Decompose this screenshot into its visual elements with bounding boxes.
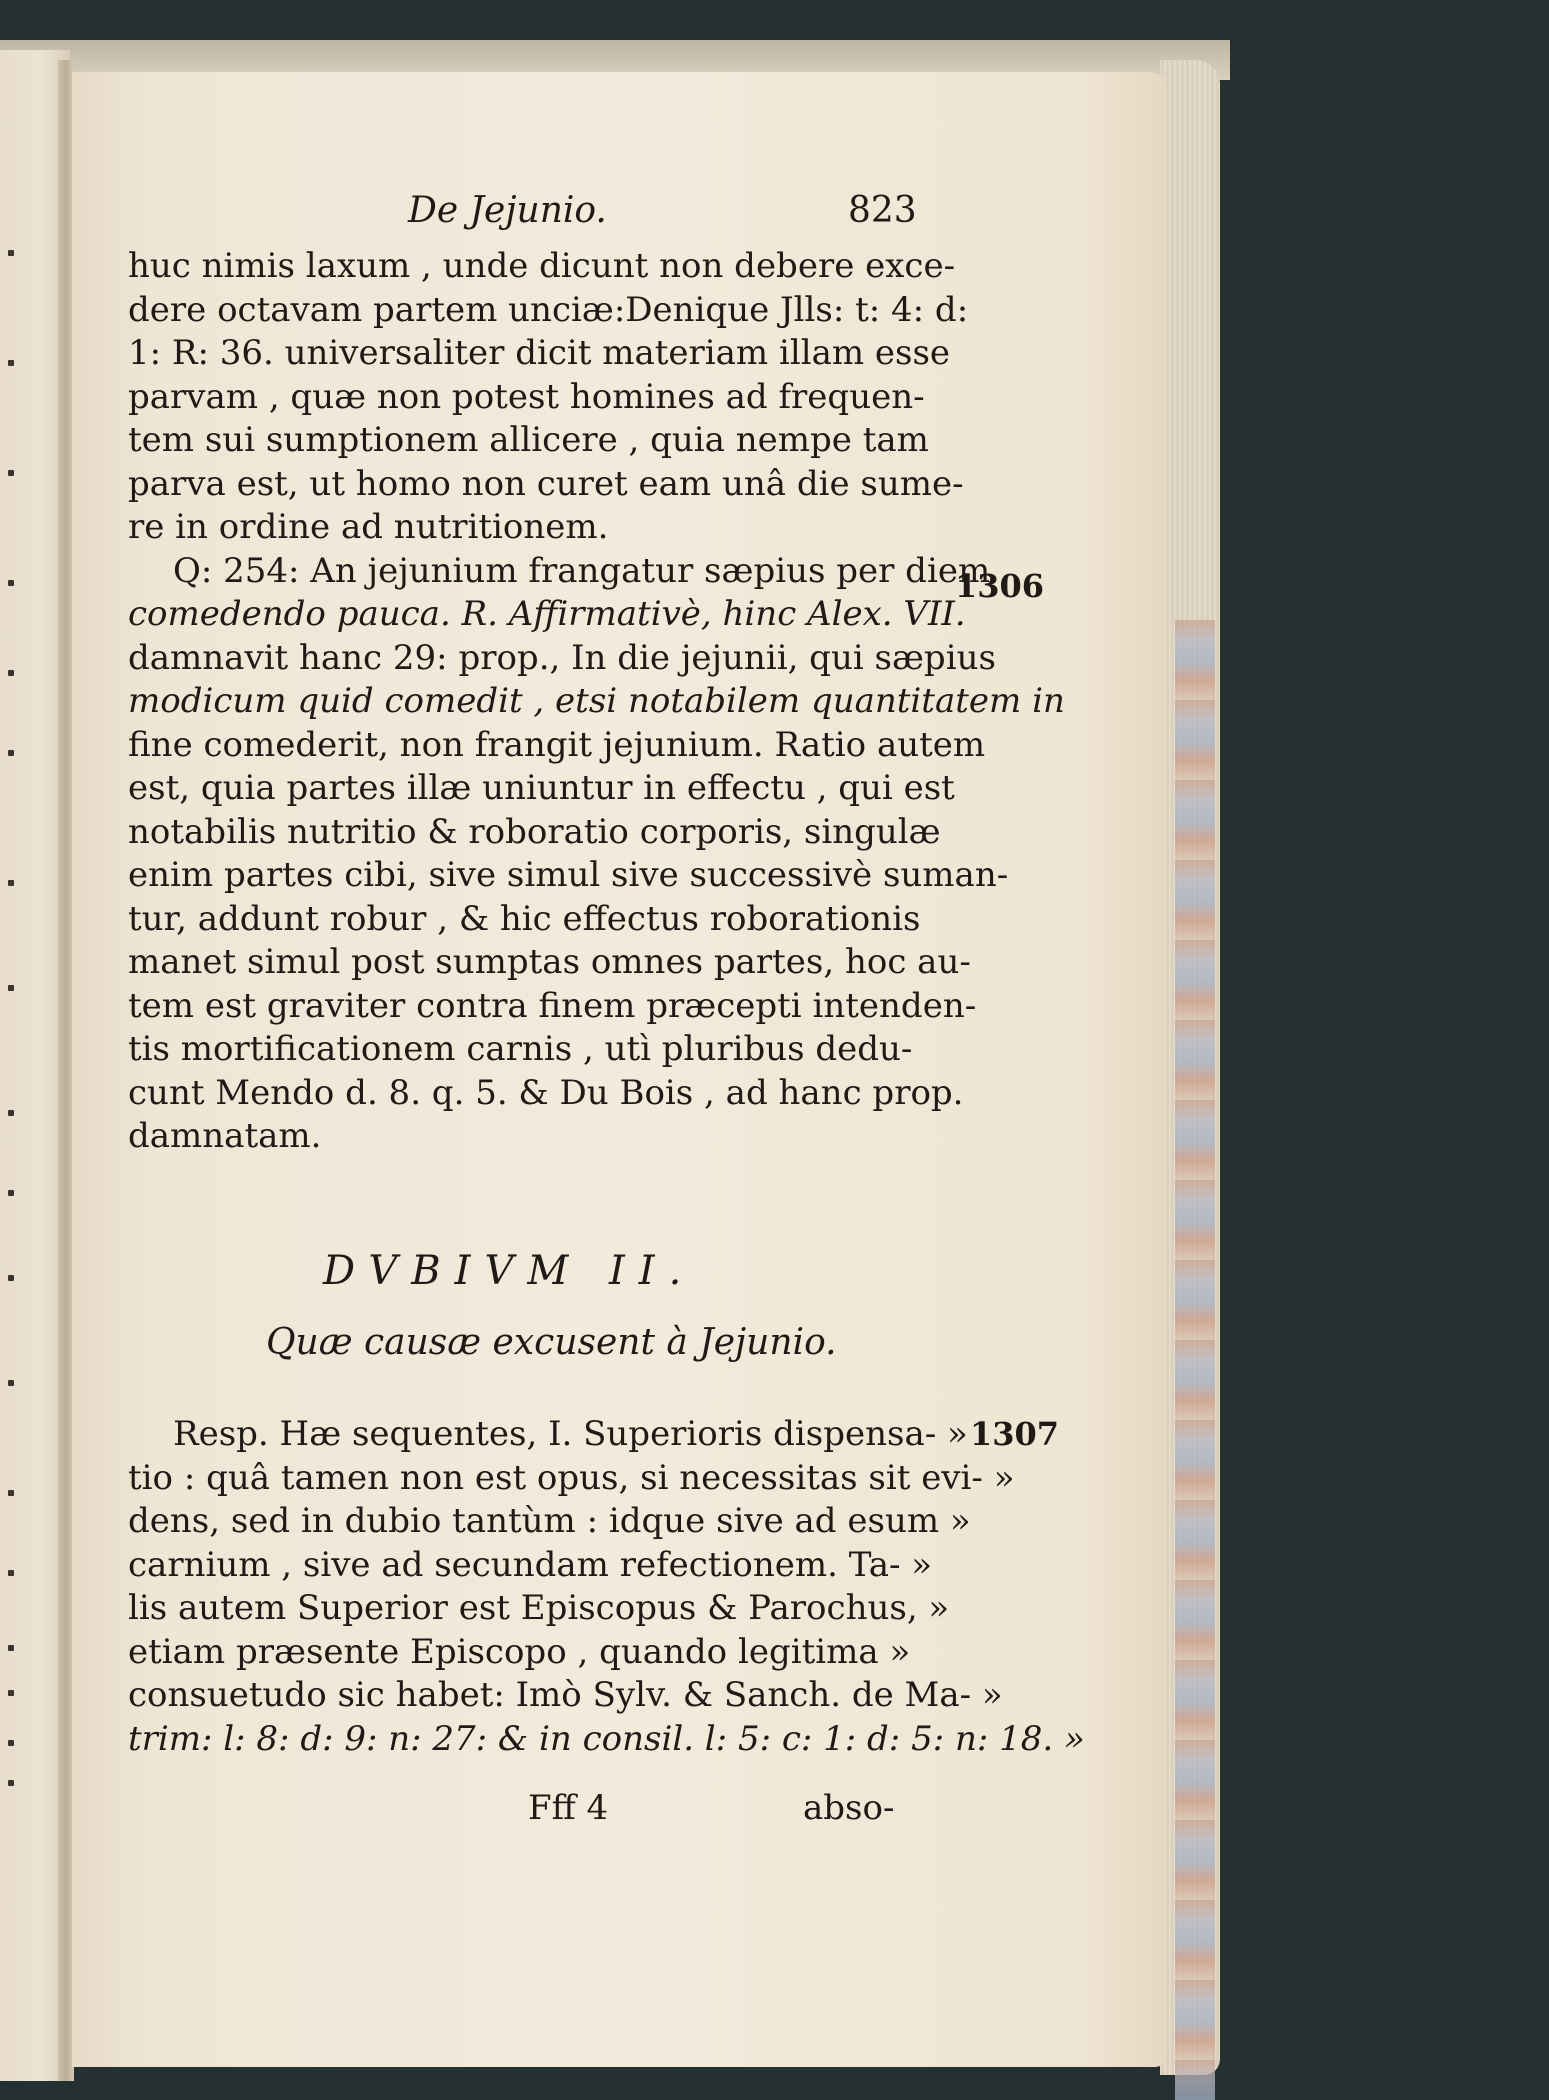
text-line: re in ordine ad nutritionem. — [128, 507, 609, 547]
text-line: tur, addunt robur , & hic effectus roborationis — [128, 898, 921, 939]
text-line: parva est, ut homo non curet eam unâ die sume- — [128, 463, 964, 504]
paragraph-1 — [128, 245, 969, 550]
text-line: etiam præsente Episcopo , quando legitima » — [128, 1631, 911, 1672]
running-title: De Jejunio. — [408, 190, 607, 231]
text-line: dere octavam partem unciæ:Denique Jlls: t: 4: d: — [128, 289, 969, 330]
text-line: notabilis nutritio & roboratio corporis, singulæ — [128, 811, 941, 852]
signature-mark: Fff 4 — [528, 1788, 609, 1828]
text-line: huc nimis laxum , unde dicunt non debere exce- — [128, 246, 956, 286]
text-line: Q: 254: An jejunium frangatur sæpius per diem — [173, 550, 991, 591]
text-line: comedendo pauca. R. Affirmativè, hinc Alex. VII. — [128, 594, 966, 634]
text-line: est, quia partes illæ uniuntur in effectu , qui est — [128, 768, 955, 808]
text-line: modicum quid comedit , etsi notabilem quantitatem in — [128, 681, 1065, 721]
text-line: carnium , sive ad secundam refectionem. Ta- » — [128, 1544, 933, 1585]
text-line: tem sui sumptionem allicere , quia nempe tam — [128, 420, 929, 460]
text-line: trim: l: 8: d: 9: n: 27: & in consil. l: 5: c: 1: d: 5: n: 18. » — [128, 1718, 1085, 1759]
marbled-cover-strip — [1175, 620, 1215, 2100]
section-subtitle-text: Quæ causæ excusent à Jejunio. — [266, 1322, 837, 1363]
margin-number: 1306 — [955, 567, 1045, 605]
page-number: 823 — [848, 190, 917, 231]
text-line: tio : quâ tamen non est opus, si necessitas sit evi- » — [128, 1457, 1015, 1498]
text-line: tis mortificationem carnis , utì pluribus dedu- — [128, 1029, 913, 1069]
text-line: consuetudo sic habet: Imò Sylv. & Sanch. de Ma- » — [128, 1675, 1003, 1715]
text-line: tem est graviter contra finem præcepti intenden- — [128, 985, 977, 1026]
text-line: cunt Mendo d. 8. q. 5. & Du Bois , ad hanc prop. — [128, 1072, 964, 1113]
margin-number: 1307 — [970, 1415, 1060, 1453]
catchline — [128, 1788, 948, 1833]
text-line: manet simul post sumptas omnes partes, hoc au- — [128, 942, 971, 982]
catchword: abso- — [803, 1788, 895, 1828]
text-line: 1: R: 36. universaliter dicit materiam illam esse — [128, 333, 951, 373]
text-line: parvam , quæ non potest homines ad frequen- — [128, 376, 925, 417]
section-heading-text: DVBIVM II. — [323, 1248, 696, 1294]
text-line: lis autem Superior est Episcopus & Parochus, » — [128, 1588, 950, 1628]
text-line: fine comederit, non frangit jejunium. Ratio autem — [128, 724, 986, 765]
running-header — [128, 190, 948, 240]
text-line: damnatam. — [128, 1116, 322, 1156]
text-line: damnavit hanc 29: prop., In die jejunii, qui sæpius — [128, 637, 996, 678]
text-line: dens, sed in dubio tantùm : idque sive ad esum » — [128, 1501, 971, 1541]
text-line: enim partes cibi, sive simul sive successivè suman- — [128, 855, 1009, 895]
text-line: Resp. Hæ sequentes, I. Superioris dispensa- » — [173, 1414, 968, 1454]
